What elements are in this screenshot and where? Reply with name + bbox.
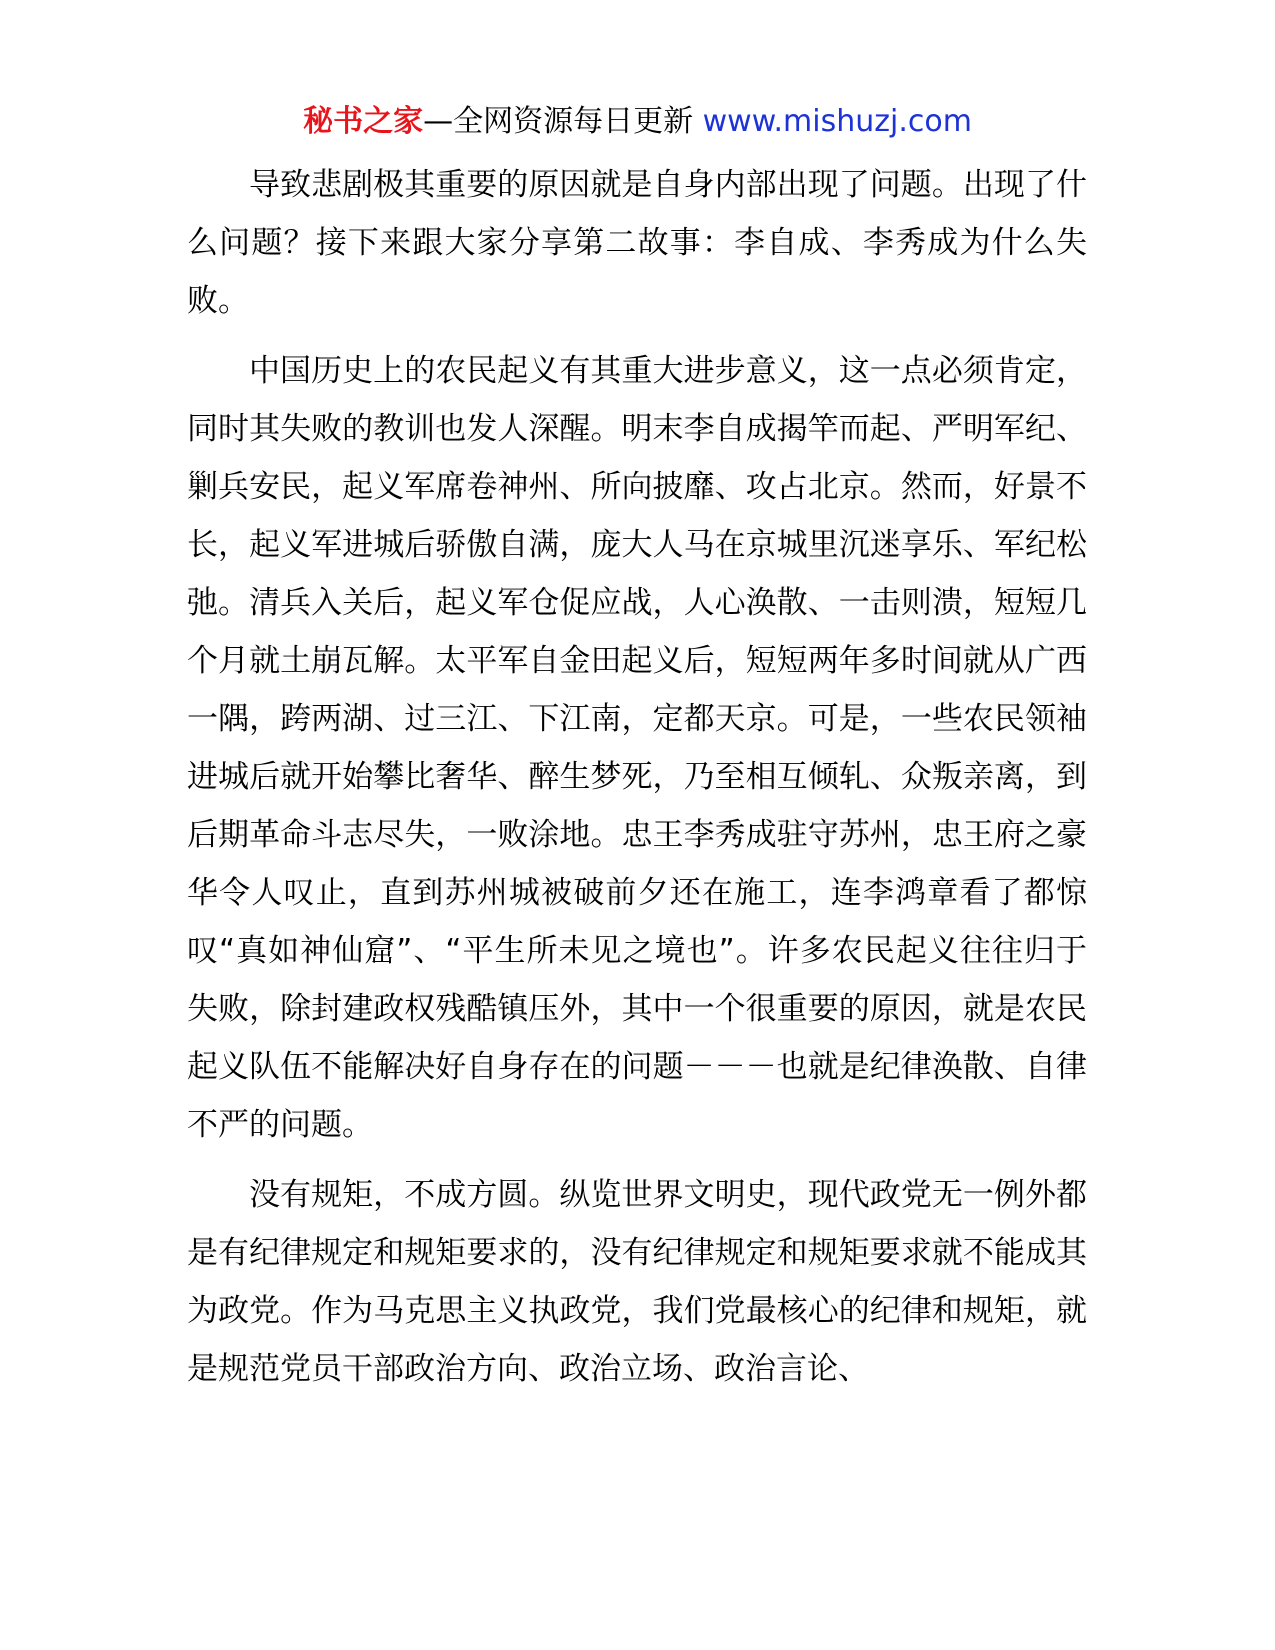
document-body [187,156,1087,1410]
paragraph-3: 没有规矩，不成方圆。纵览世界文明史，现代政党无一例外都是有纪律规定和规矩要求的，没有纪律规定和规矩要求就不能成其为政党。作为马克思主义执政党，我们党最核心的纪律和规矩，就是规范党员干部政治方向、政治立场、政治言论、 [187,1177,1087,1387]
brand-name: 秘书之家 [303,104,424,139]
paragraph-1: 导致悲剧极其重要的原因就是自身内部出现了问题。出现了什么问题？接下来跟大家分享第二故事：李自成、李秀成为什么失败。 [187,167,1087,319]
page-header [0,102,1275,142]
header-tagline: —全网资源每日更新 [423,104,703,139]
website-link[interactable]: www.mishuzj.com [702,104,972,139]
paragraph-2: 中国历史上的农民起义有其重大进步意义，这一点必须肯定，同时其失败的教训也发人深醒。明末李自成揭竿而起、严明军纪、剿兵安民，起义军席卷神州、所向披靡、攻占北京。然而，好景不长，起义军进城后骄傲自满，庞大人马在京城里沉迷享乐、军纪松弛。清兵入关后，起义军仓促应战，人心涣散、一击则溃，短短几个月就土崩瓦解。太平军自金田起义后，短短两年多时间就从广西一隅，跨两湖、过三江、下江南，定都天京。可是，一些农民领袖进城后就开始攀比奢华、醉生梦死，乃至相互倾轧、众叛亲离，到后期革命斗志尽失，一败涂地。忠王李秀成驻守苏州，忠王府之豪华令人叹止，直到苏州城被破前夕还在施工，连李鸿章看了都惊叹“真如神仙窟”、“平生所未见之境也”。许多农民起义往往归于失败，除封建政权残酷镇压外，其中一个很重要的原因，就是农民起义队伍不能解决好自身存在的问题－－－也就是纪律涣散、自律不严的问题。 [187,353,1087,1143]
